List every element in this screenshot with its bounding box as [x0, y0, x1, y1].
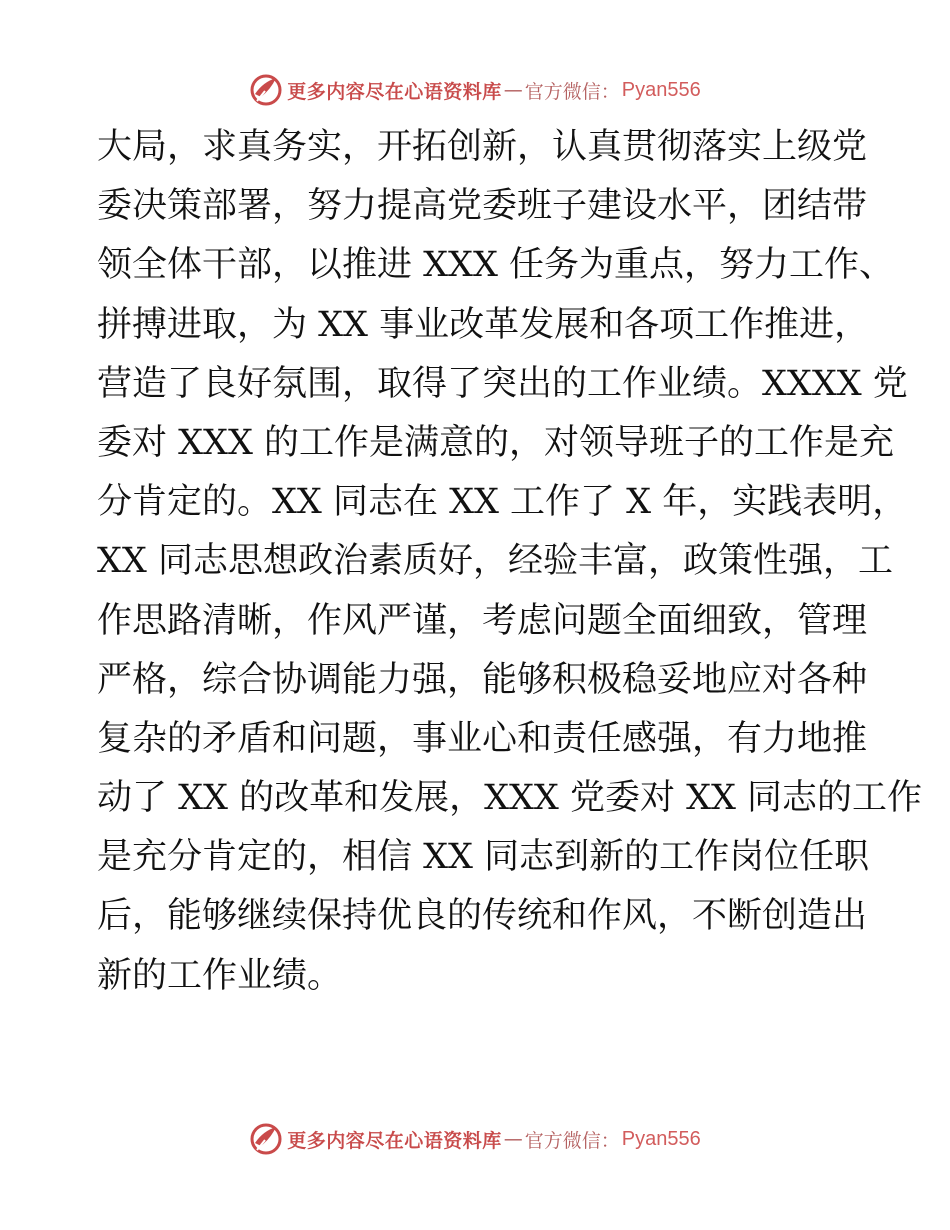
header-wechat-label: 官方微信： [524, 80, 620, 103]
header-banner [0, 72, 950, 108]
document-line: 作思路清晰，作风严谨，考虑问题全面细致，管理 [97, 600, 868, 641]
document-line: XX 同志思想政治素质好，经验丰富，政策性强，工 [97, 541, 893, 582]
document-line: 是充分肯定的，相信 XX 同志到新的工作岗位任职 [97, 837, 870, 878]
document-line: 后，能够继续保持优良的传统和作风，不断创造出 [97, 896, 868, 937]
header-slogan: 更多内容尽在心语资料库 [287, 80, 502, 103]
document-line: 动了 XX 的改革和发展，XXX 党委对 XX 同志的工作 [97, 778, 923, 819]
footer-slogan: 更多内容尽在心语资料库 [287, 1129, 502, 1152]
document-line: 委决策部署，努力提高党委班子建设水平，团结带 [97, 186, 868, 227]
header-dash: — [503, 79, 523, 101]
document-line: 复杂的矛盾和问题，事业心和责任感强，有力地推 [97, 718, 868, 759]
quill-logo-icon [249, 1122, 283, 1156]
header-wechat-id: Pyan556 [621, 78, 701, 101]
document-line: 分肯定的。XX 同志在 XX 工作了 X 年，实践表明， [97, 482, 908, 523]
document-line: 委对 XXX 的工作是满意的，对领导班子的工作是充 [97, 422, 895, 463]
footer-wechat-id: Pyan556 [621, 1127, 701, 1150]
document-body [97, 118, 923, 1006]
document-line: 新的工作业绩。 [97, 955, 343, 996]
document-line: 大局，求真务实，开拓创新，认真贯彻落实上级党 [97, 127, 868, 167]
footer-dash: — [503, 1128, 523, 1150]
footer-wechat-label: 官方微信： [524, 1129, 620, 1152]
document-line: 营造了良好氛围，取得了突出的工作业绩。XXXX 党 [97, 363, 908, 404]
document-line: 严格，综合协调能力强，能够积极稳妥地应对各种 [97, 659, 868, 700]
quill-logo-icon [249, 73, 283, 107]
footer-banner [0, 1121, 950, 1157]
document-line: 领全体干部，以推进 XXX 任务为重点，努力工作、 [97, 245, 895, 286]
document-line: 拼搏进取，为 XX 事业改革发展和各项工作推进， [97, 304, 870, 345]
